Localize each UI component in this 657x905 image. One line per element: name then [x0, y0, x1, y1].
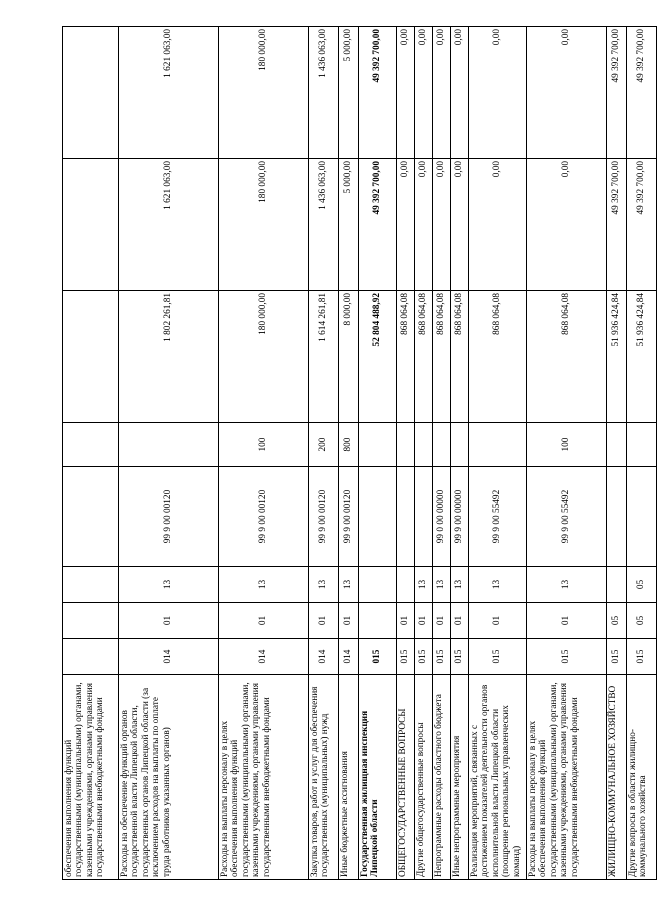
cell-name: Расходы на выплаты персоналу в целях обеспечения выполнения функций государственными (муниципальными) органами, казенными учреждениями, органами управления государственными внебюджетными фондами	[527, 675, 607, 880]
cell-s1: 1 802 261,81	[119, 291, 219, 423]
cell-rz	[63, 603, 119, 639]
cell-adm: 015	[397, 639, 415, 675]
cell-pr: 13	[469, 567, 527, 603]
table-row	[607, 27, 627, 880]
table-row	[433, 27, 451, 880]
table-row	[63, 27, 119, 880]
cell-rz: 01	[397, 603, 415, 639]
table-row	[415, 27, 433, 880]
cell-csr	[397, 467, 415, 567]
cell-adm: 014	[119, 639, 219, 675]
cell-s3: 1 621 063,00	[119, 27, 219, 159]
cell-pr: 13	[451, 567, 469, 603]
cell-s3	[63, 27, 119, 159]
cell-s1: 868 064,08	[433, 291, 451, 423]
cell-s2: 0,00	[451, 159, 469, 291]
cell-pr: 13	[219, 567, 309, 603]
cell-s2: 1 436 063,00	[309, 159, 339, 291]
cell-adm: 015	[527, 639, 607, 675]
cell-s2: 0,00	[433, 159, 451, 291]
table-row	[219, 27, 309, 880]
cell-adm: 015	[627, 639, 657, 675]
cell-csr: 99 9 00 00120	[219, 467, 309, 567]
cell-s2: 0,00	[469, 159, 527, 291]
table-row	[359, 27, 397, 880]
cell-pr: 05	[627, 567, 657, 603]
cell-s3: 0,00	[469, 27, 527, 159]
table-row	[469, 27, 527, 880]
cell-vr	[627, 423, 657, 467]
cell-pr: 13	[415, 567, 433, 603]
cell-s3: 0,00	[415, 27, 433, 159]
table-row	[119, 27, 219, 880]
cell-rz: 01	[219, 603, 309, 639]
cell-csr: 99 0 00 00000	[433, 467, 451, 567]
cell-pr: 13	[119, 567, 219, 603]
cell-pr: 13	[339, 567, 359, 603]
table-row	[339, 27, 359, 880]
cell-s2: 0,00	[527, 159, 607, 291]
cell-name: Государственная жилищная инспекция Липецкой области	[359, 675, 397, 880]
cell-name: Другие вопросы в области жилищно-коммунального хозяйства	[627, 675, 657, 880]
cell-rz: 01	[415, 603, 433, 639]
cell-name: ЖИЛИЩНО-КОММУНАЛЬНОЕ ХОЗЯЙСТВО	[607, 675, 627, 880]
cell-name: Закупка товаров, работ и услуг для обеспечения государственных (муниципальных) нужд	[309, 675, 339, 880]
cell-s1: 868 064,08	[527, 291, 607, 423]
cell-pr	[397, 567, 415, 603]
cell-vr	[469, 423, 527, 467]
table-row	[627, 27, 657, 880]
cell-csr: 99 9 00 55492	[469, 467, 527, 567]
cell-s3: 5 000,00	[339, 27, 359, 159]
table-row	[397, 27, 415, 880]
cell-name: обеспечения выполнения функций государственными (муниципальными) органами, казенными учреждениями, органами управления государственными внебюджетными фондами	[63, 675, 119, 880]
cell-csr: 99 9 00 00120	[339, 467, 359, 567]
cell-rz: 05	[607, 603, 627, 639]
cell-rz: 01	[527, 603, 607, 639]
cell-vr: 800	[339, 423, 359, 467]
table-row	[309, 27, 339, 880]
cell-rz: 01	[339, 603, 359, 639]
cell-s3: 1 436 063,00	[309, 27, 339, 159]
cell-s2: 49 392 700,00	[359, 159, 397, 291]
cell-s3: 49 392 700,00	[627, 27, 657, 159]
table-row	[451, 27, 469, 880]
cell-s2: 5 000,00	[339, 159, 359, 291]
cell-pr: 13	[309, 567, 339, 603]
cell-s1: 868 064,08	[415, 291, 433, 423]
cell-vr: 100	[219, 423, 309, 467]
cell-csr	[607, 467, 627, 567]
budget-table	[62, 26, 657, 880]
cell-csr	[627, 467, 657, 567]
cell-name: Непрограммные расходы областного бюджета	[433, 675, 451, 880]
cell-pr	[359, 567, 397, 603]
cell-name: ОБЩЕГОСУДАРСТВЕННЫЕ ВОПРОСЫ	[397, 675, 415, 880]
cell-name: Другие общегосударственные вопросы	[415, 675, 433, 880]
cell-rz: 01	[469, 603, 527, 639]
cell-s2: 1 621 063,00	[119, 159, 219, 291]
table-body	[63, 27, 657, 880]
cell-csr: 99 9 00 55492	[527, 467, 607, 567]
cell-rz: 01	[309, 603, 339, 639]
table-row	[527, 27, 607, 880]
cell-vr: 200	[309, 423, 339, 467]
cell-vr	[63, 423, 119, 467]
cell-s3: 49 392 700,00	[607, 27, 627, 159]
cell-csr: 99 9 00 00000	[451, 467, 469, 567]
cell-s2: 49 392 700,00	[607, 159, 627, 291]
cell-csr	[359, 467, 397, 567]
cell-s3: 0,00	[527, 27, 607, 159]
cell-s2: 0,00	[415, 159, 433, 291]
cell-vr	[607, 423, 627, 467]
cell-s1: 180 000,00	[219, 291, 309, 423]
cell-s3: 49 392 700,00	[359, 27, 397, 159]
cell-adm: 015	[433, 639, 451, 675]
cell-csr	[415, 467, 433, 567]
cell-adm: 014	[219, 639, 309, 675]
cell-s1: 868 064,08	[469, 291, 527, 423]
cell-s1: 51 936 424,84	[607, 291, 627, 423]
cell-s1: 868 064,08	[451, 291, 469, 423]
cell-csr: 99 9 00 00120	[309, 467, 339, 567]
cell-name: Иные бюджетные ассигнования	[339, 675, 359, 880]
cell-s3: 0,00	[397, 27, 415, 159]
cell-rz: 01	[451, 603, 469, 639]
cell-vr	[119, 423, 219, 467]
cell-adm: 014	[309, 639, 339, 675]
cell-s1: 52 804 488,92	[359, 291, 397, 423]
cell-s3: 180 000,00	[219, 27, 309, 159]
cell-s3: 0,00	[451, 27, 469, 159]
cell-vr	[451, 423, 469, 467]
cell-csr	[63, 467, 119, 567]
cell-pr: 13	[527, 567, 607, 603]
cell-csr: 99 9 00 00120	[119, 467, 219, 567]
cell-s3: 0,00	[433, 27, 451, 159]
cell-adm	[63, 639, 119, 675]
cell-s1: 8 000,00	[339, 291, 359, 423]
cell-adm: 015	[451, 639, 469, 675]
cell-s1	[63, 291, 119, 423]
cell-s2	[63, 159, 119, 291]
cell-vr	[433, 423, 451, 467]
cell-pr: 13	[433, 567, 451, 603]
cell-rz: 01	[119, 603, 219, 639]
cell-rz: 01	[433, 603, 451, 639]
cell-vr: 100	[527, 423, 607, 467]
cell-pr	[63, 567, 119, 603]
cell-s2: 49 392 700,00	[627, 159, 657, 291]
cell-name: Расходы на выплаты персоналу в целях обеспечения выполнения функций государственными (муниципальными) органами, казенными учреждениями, органами управления государственными внебюджетными фондами	[219, 675, 309, 880]
cell-adm: 014	[339, 639, 359, 675]
rotated-table-container	[62, 27, 649, 880]
cell-s2: 180 000,00	[219, 159, 309, 291]
cell-adm: 015	[415, 639, 433, 675]
cell-rz	[359, 603, 397, 639]
cell-name: Иные непрограммные мероприятия	[451, 675, 469, 880]
cell-rz: 05	[627, 603, 657, 639]
cell-vr	[397, 423, 415, 467]
cell-s2: 0,00	[397, 159, 415, 291]
cell-vr	[415, 423, 433, 467]
cell-s1: 51 936 424,84	[627, 291, 657, 423]
cell-s1: 868 064,08	[397, 291, 415, 423]
cell-s1: 1 614 261,81	[309, 291, 339, 423]
cell-adm: 015	[469, 639, 527, 675]
cell-adm: 015	[359, 639, 397, 675]
cell-pr	[607, 567, 627, 603]
cell-vr	[359, 423, 397, 467]
cell-name: Реализация мероприятий, связанных с достижением показателей деятельности органов исполнительной власти Липецкой области (поощрение региональных управленческих команд)	[469, 675, 527, 880]
cell-name: Расходы на обеспечение функций органов государственной власти Липецкой области, государственных органов Липецкой области (за исключением расходов на выплаты по оплате труда работников указанных органов)	[119, 675, 219, 880]
cell-adm: 015	[607, 639, 627, 675]
